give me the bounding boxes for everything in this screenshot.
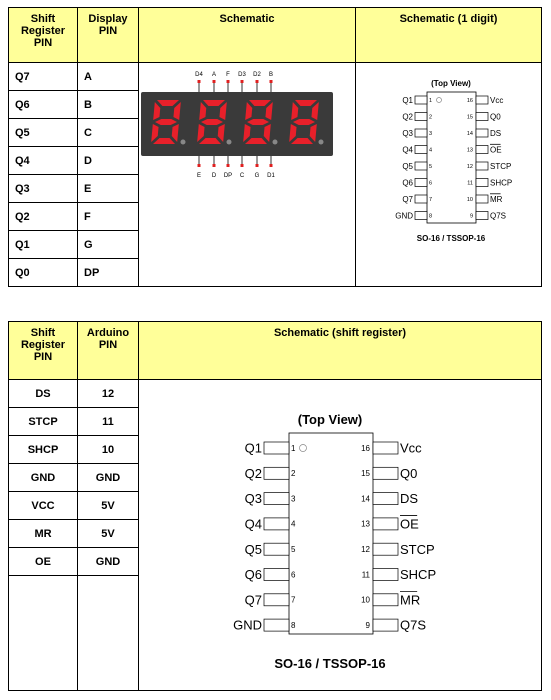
ic-pin-number: 10 (361, 595, 370, 605)
table-cell-display-pin: A (78, 63, 139, 91)
ic-pin-label: DS (400, 491, 419, 507)
header-schematic-1-digit: Schematic (1 digit) (356, 8, 542, 63)
table-cell-display-pin: DP (78, 259, 139, 287)
display-pin-label: G (254, 173, 260, 179)
ic-pin (415, 129, 427, 137)
ic-pin (264, 543, 289, 555)
table-cell-shift-pin: Q1 (9, 231, 78, 259)
header-arduino-pin: Arduino PIN (78, 322, 139, 380)
ic-pin-label: Q2 (402, 112, 413, 122)
ic-pin-label: Q6 (402, 178, 413, 188)
table-cell-shift-pin: MR (9, 520, 78, 548)
ic-pin-label: Q4 (244, 516, 262, 532)
ic-pin (264, 594, 289, 606)
ic-pin (264, 493, 289, 505)
ic-pin-number: 14 (466, 130, 473, 137)
ic-pin-number: 15 (361, 469, 370, 479)
ic-pin (476, 162, 488, 170)
ic-pin (415, 179, 427, 187)
display-pin-tip (213, 80, 216, 83)
display-pin-tip (241, 164, 244, 167)
header-display-pin: Display PIN (78, 8, 139, 63)
ic-pin (373, 493, 398, 505)
ic-pin-number: 15 (466, 114, 473, 121)
table-cell-shift-pin: GND (9, 464, 78, 492)
ic-pin-number: 9 (469, 213, 473, 220)
display-decimal-point (181, 140, 186, 145)
ic-pin-label: Q0 (490, 112, 501, 122)
ic-pin (415, 162, 427, 170)
table-cell-shift-pin: Q0 (9, 259, 78, 287)
ic-pin (415, 96, 427, 104)
ic-pin (373, 569, 398, 581)
ic-pin-number: 12 (466, 163, 473, 170)
header-schematic-shift-register: Schematic (shift register) (139, 322, 542, 380)
display-pin-label: D (211, 173, 217, 179)
ic-pin-label: Q7S (400, 617, 427, 633)
four-digit-display-diagram (139, 63, 355, 289)
arduino-connection-table (8, 321, 542, 691)
ic-pin-label: Q3 (402, 128, 413, 138)
ic-pin (373, 518, 398, 530)
ic-pin-label: Q6 (244, 567, 262, 583)
ic-pin-number: 16 (466, 97, 473, 104)
table-cell-display-pin: E (78, 175, 139, 203)
ic-pin-label: OE (490, 145, 502, 155)
table-cell-shift-pin: VCC (9, 492, 78, 520)
ic-pin-label: MR (400, 592, 421, 608)
ic-pin-number: 6 (291, 570, 296, 580)
display-pin-tip (227, 164, 230, 167)
table-cell-shift-pin: OE (9, 548, 78, 576)
display-pin-label: D3 (238, 72, 246, 78)
display-decimal-point (227, 140, 232, 145)
ic-pin (415, 113, 427, 121)
ic-1-digit-cell (356, 63, 542, 287)
display-schematic-cell (139, 63, 356, 287)
ic-pin (415, 195, 427, 203)
ic-pin-label: Q5 (244, 541, 262, 557)
ic-top-view-title: (Top View) (431, 79, 471, 88)
display-pin-label: B (268, 72, 274, 78)
display-pin-tip (198, 164, 201, 167)
ic-pin (373, 619, 398, 631)
ic-pin (264, 619, 289, 631)
table-cell-shift-pin: Q6 (9, 91, 78, 119)
ic-pin (264, 569, 289, 581)
ic-pin-label: Q7S (490, 211, 507, 221)
ic-pin (476, 146, 488, 154)
display-decimal-point (273, 140, 278, 145)
display-pin-label: A (211, 72, 217, 78)
table-cell-display-pin: C (78, 119, 139, 147)
table-cell-arduino-pin: GND (78, 464, 139, 492)
display-pin-label: D4 (195, 72, 203, 78)
ic-pin (373, 467, 398, 479)
ic-pin (476, 212, 488, 220)
display-pin-label: DP (223, 173, 233, 179)
display-pin-label: F (226, 72, 230, 78)
ic-pin-number: 6 (429, 180, 433, 187)
table-cell-arduino-pin: 5V (78, 520, 139, 548)
table-cell-shift-pin: DS (9, 380, 78, 408)
ic-top-view-title: (Top View) (297, 412, 363, 427)
ic-pin (476, 113, 488, 121)
display-pin-tip (270, 80, 273, 83)
table-cell-shift-pin: Q4 (9, 147, 78, 175)
table-cell-display-pin: D (78, 147, 139, 175)
table-cell-shift-pin: Q5 (9, 119, 78, 147)
ic-pin-number: 13 (466, 147, 473, 154)
table-cell-empty (78, 576, 139, 691)
shift-register-ic-small (356, 63, 541, 289)
ic-pin-number: 14 (361, 494, 370, 504)
ic-pin-label: Q2 (244, 465, 262, 481)
ic-pin-label: SHCP (490, 178, 513, 188)
ic-pin-label: Vcc (400, 440, 422, 456)
ic-pin-number: 4 (291, 519, 296, 529)
table-cell-shift-pin: SHCP (9, 436, 78, 464)
ic-body (427, 92, 476, 223)
ic-pin (415, 146, 427, 154)
display-pin-tip (270, 164, 273, 167)
ic-pin-number: 8 (429, 213, 433, 220)
display-pin-tip (198, 80, 201, 83)
ic-pin-number: 2 (291, 469, 296, 479)
display-pin-tip (227, 80, 230, 83)
ic-pin-label: Q0 (400, 465, 418, 481)
ic-pin (373, 442, 398, 454)
ic-pin-label: Vcc (490, 95, 504, 105)
ic-pin-number: 4 (429, 147, 433, 154)
display-pin-label: D1 (267, 173, 275, 179)
ic-pin (476, 195, 488, 203)
ic-pin-number: 10 (466, 196, 473, 203)
ic-pin-label: Q1 (244, 440, 262, 456)
ic-pin (476, 179, 488, 187)
table-cell-empty (9, 576, 78, 691)
ic-pin-label: OE (400, 516, 419, 532)
ic-pin-label: Q7 (244, 592, 262, 608)
ic-pin (373, 594, 398, 606)
ic-pin-number: 5 (429, 163, 433, 170)
table-cell-arduino-pin: GND (78, 548, 139, 576)
table-cell-shift-pin: Q2 (9, 203, 78, 231)
table-cell-arduino-pin: 10 (78, 436, 139, 464)
ic-pin-number: 3 (291, 494, 296, 504)
ic-pin-number: 8 (291, 620, 296, 630)
header-schematic: Schematic (139, 8, 356, 63)
table-cell-display-pin: F (78, 203, 139, 231)
ic-pin-number: 1 (429, 97, 433, 104)
display-pin-tip (213, 164, 216, 167)
ic-pin-number: 16 (361, 443, 370, 453)
table-cell-shift-pin: Q7 (9, 63, 78, 91)
pin-mapping-table (8, 7, 542, 287)
ic-package-label: SO-16 / TSSOP-16 (416, 234, 486, 243)
ic-pin-label: MR (490, 194, 503, 204)
display-pin-label: E (196, 173, 202, 179)
ic-pin-number: 11 (361, 570, 370, 580)
ic-pin-number: 11 (467, 180, 473, 187)
ic-pin-label: GND (233, 617, 262, 633)
header-shift-register-pin: Shift Register PIN (9, 8, 78, 63)
shift-register-ic-large (139, 380, 541, 691)
ic-pin-number: 13 (361, 519, 370, 529)
ic-pin (264, 442, 289, 454)
ic-pin-label: Q5 (402, 161, 413, 171)
display-decimal-point (319, 140, 324, 145)
ic-pin-number: 2 (429, 114, 433, 121)
display-pin-label: D2 (253, 72, 261, 78)
ic-pin (264, 518, 289, 530)
ic-package-label: SO-16 / TSSOP-16 (274, 656, 386, 671)
ic-pin-number: 1 (291, 443, 296, 453)
ic-pin-label: STCP (490, 161, 512, 171)
ic-pin-label: GND (395, 211, 413, 221)
ic-pin-number: 5 (291, 545, 296, 554)
display-pin-label: C (239, 173, 245, 179)
table-cell-shift-pin: STCP (9, 408, 78, 436)
ic-pin-label: Q7 (402, 194, 413, 204)
ic-pin (373, 543, 398, 555)
shift-register-schematic-cell (139, 380, 542, 691)
table-cell-shift-pin: Q3 (9, 175, 78, 203)
ic-pin (476, 96, 488, 104)
table-cell-arduino-pin: 11 (78, 408, 139, 436)
table-cell-arduino-pin: 5V (78, 492, 139, 520)
table-cell-arduino-pin: 12 (78, 380, 139, 408)
ic-pin-number: 7 (429, 196, 433, 203)
display-pin-tip (241, 80, 244, 83)
table-cell-display-pin: G (78, 231, 139, 259)
ic-pin-number: 7 (291, 595, 296, 605)
ic-pin-label: Q1 (402, 95, 413, 105)
header-shift-register-pin: Shift Register PIN (9, 322, 78, 380)
ic-pin (476, 129, 488, 137)
table-cell-display-pin: B (78, 91, 139, 119)
ic-pin-label: SHCP (400, 567, 437, 583)
ic-pin (264, 467, 289, 479)
ic-pin-label: STCP (400, 541, 435, 557)
ic-pin (415, 212, 427, 220)
ic-pin-label: Q4 (402, 145, 413, 155)
ic-pin-label: Q3 (244, 491, 262, 507)
ic-pin-number: 9 (365, 620, 370, 630)
display-pin-tip (256, 80, 259, 83)
display-pin-tip (256, 164, 259, 167)
ic-pin-label: DS (490, 128, 502, 138)
ic-pin-number: 3 (429, 130, 433, 137)
ic-pin-number: 12 (361, 545, 370, 554)
